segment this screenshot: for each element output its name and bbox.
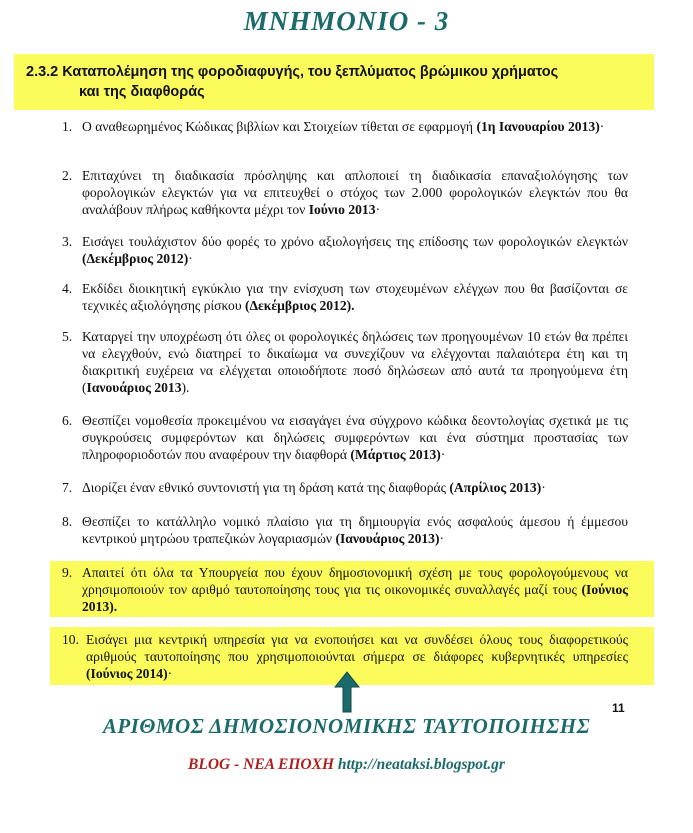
list-item: 3. Εισάγει τουλάχιστον δύο φορές το χρόνο αξιολογήσεις της επίδοσης των φορολογικών ελεγκτών (Δεκέμβριος 2012)· [62,234,628,266]
blog-label: BLOG - ΝΕΑ ΕΠΟΧΗ [188,756,334,773]
list-item: 2. Επιταχύνει τη διαδικασία πρόσληψης και απλοποιεί τη διαδικασία επαναξιολόγησης των φορολογικών ελεγκτών για να επιτευχθεί ο στόχος των 2.000 φορολογικών ελεγκτών που θα αναλάβουν πλήρως καθήκοντα μέχρι τον Ιούνιο 2013· [62,168,628,217]
blog-url[interactable]: http://neataksi.blogspot.gr [337,756,505,773]
page-number: 11 [612,701,625,715]
list-item: 8. Θεσπίζει το κατάλληλο νομικό πλαίσιο για τη δημιουργία ενός ασφαλούς άμεσου ή έμμεσου κεντρικού μητρώου τραπεζικών λογαριασμών (Ιανουάριος 2013)· [62,514,628,546]
footer-blog [0,756,693,774]
list-item: 1. Ο αναθεωρημένος Κώδικας βιβλίων και Στοιχείων τίθεται σε εφαρμογή (1η Ιανουαρίου 2013)· [62,119,605,134]
list-item: 5. Καταργεί την υποχρέωση ότι όλες οι φορολογικές δηλώσεις των προηγουμένων 10 ετών θα πρέπει να ελεγχθούν, ενώ διατηρεί το δικαίωμα να συνεχίζουν να ελέγχονται παλαιότερα έτη και τη διακριτική ευχέρεια να ελέγχεται οποιοδήποτε ποσό δηλώσεων από αυτά τα προηγούμενα έτη (Ιανουάριος 2013). [62,329,628,395]
list-item: 4. Εκδίδει διοικητική εγκύκλιο για την ενίσχυση των στοχευμένων ελέγχων που θα βασίζονται σε τεχνικές αξιολόγησης ρίσκου (Δεκέμβριος 2012). [62,281,628,313]
list-item: 7. Διορίζει έναν εθνικό συντονιστή για τη δράση κατά της διαφθοράς (Απρίλιος 2013)· [62,480,546,495]
section-heading-line1: 2.3.2 Καταπολέμηση της φοροδιαφυγής, του ξεπλύματος βρώμικου χρήματος [26,64,559,80]
section-heading-line2: και της διαφθοράς [79,84,205,100]
footer-heading: ΑΡΙΘΜΟΣ ΔΗΜΟΣΙΟΝΟΜΙΚΗΣ ΤΑΥΤΟΠΟΙΗΣΗΣ [102,714,591,738]
page-title: ΜΝΗΜΟΝΙΟ - 3 [243,6,450,36]
list-item: 10. Εισάγει μια κεντρική υπηρεσία για να ενοποιήσει και να συνδέσει όλους τους διαφορετικούς αριθμούς ταυτοποίησης που χρησιμοποιούνται σήμερα σε διάφορες κυβερνητικές υπηρεσίες (Ιούνιος 2014)· [62,632,628,681]
list-item: 6. Θεσπίζει νομοθεσία προκειμένου να εισαγάγει ένα σύγχρονο κώδικα δεοντολογίας σχετικά με τις συγκρούσεις συμφερόντων και δηλώσεις συμφερόντων και ένα σύστημα προστασίας των πληροφοριοδοτών που αναφέρουν την διαφθορά (Μάρτιος 2013)· [62,413,628,462]
up-arrow-icon [334,670,360,714]
list-item: 9. Απαιτεί ότι όλα τα Υπουργεία που έχουν δημοσιονομική σχέση με τους φορολογούμενους να χρησιμοποιούν τον αριθμό ταυτοποίησης τους για τις οικονομικές συναλλαγές μαζί τους (Ιούνιος 2013). [62,565,628,614]
section-heading [14,54,654,110]
